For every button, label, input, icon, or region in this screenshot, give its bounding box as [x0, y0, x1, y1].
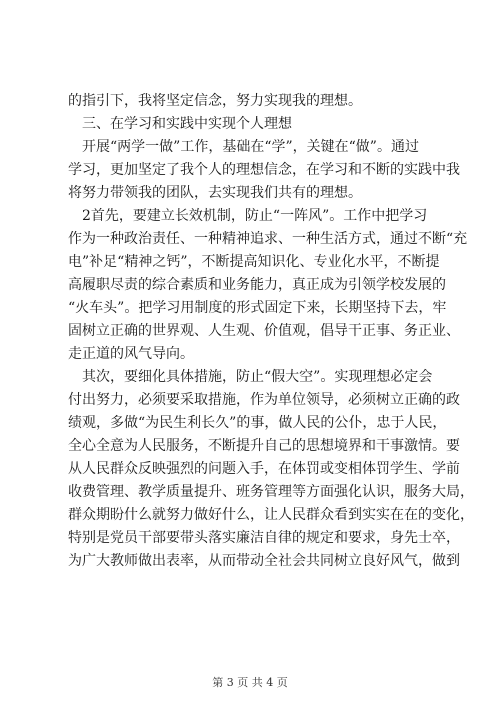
text-line: 学习，更加坚定了我个人的理想信念，在学习和不断的实践中我 [68, 162, 460, 178]
text-line: “火车头”。把学习用制度的形式固定下来，长期坚持下去，牢 [68, 300, 447, 316]
text-line: 2首先，要建立长效机制，防止“一阵风”。工作中把学习 [68, 208, 428, 224]
document-body [68, 90, 474, 573]
text-line: 固树立正确的世界观、人生观、价值观，倡导干正事、务正业、 [68, 323, 460, 339]
text-line: 群众期盼什么就努力做好什么，让人民群众看到实实在在的变化， [68, 507, 474, 523]
text-line: 电”补足“精神之钙”，不断提高知识化、专业化水平，不断提 [68, 254, 440, 270]
text-line: 绩观，多做“为民生利长久”的事，做人民的公仆，忠于人民， [68, 415, 447, 431]
text-line: 收费管理、教学质量提升、班务管理等方面强化认识，服务大局， [68, 484, 474, 500]
text-line: 开展“两学一做”工作，基础在“学”，关键在“做”。通过 [68, 139, 419, 155]
page-number-label: 第 3 页 共 4 页 [212, 676, 288, 689]
section-heading: 三、在学习和实践中实现个人理想 [68, 116, 292, 132]
text-line: 作为一种政治责任、一种精神追求、一种生活方式，通过不断“充 [68, 231, 468, 247]
text-line: 全心全意为人民服务，不断提升自己的思想境界和干事激情。要 [68, 438, 460, 454]
text-line: 将努力带领我的团队，去实现我们共有的理想。 [68, 185, 362, 201]
text-line: 的指引下，我将坚定信念，努力实现我的理想。 [68, 93, 362, 109]
text-line: 高履职尽责的综合素质和业务能力，真正成为引领学校发展的 [68, 277, 446, 293]
page-footer [0, 676, 500, 690]
text-line: 付出努力，必须要采取措施，作为单位领导，必须树立正确的政 [68, 392, 460, 408]
text-line: 走正道的风气导向。 [68, 346, 194, 362]
text-line: 从人民群众反映强烈的问题入手，在体罚或变相体罚学生、学前 [68, 461, 460, 477]
text-line: 其次，要细化具体措施，防止“假大空”。实现理想必定会 [68, 369, 433, 385]
text-line: 为广大教师做出表率，从而带动全社会共同树立良好风气，做到 [68, 553, 460, 569]
text-line: 特别是党员干部要带头落实廉洁自律的规定和要求，身先士卒， [68, 530, 460, 546]
